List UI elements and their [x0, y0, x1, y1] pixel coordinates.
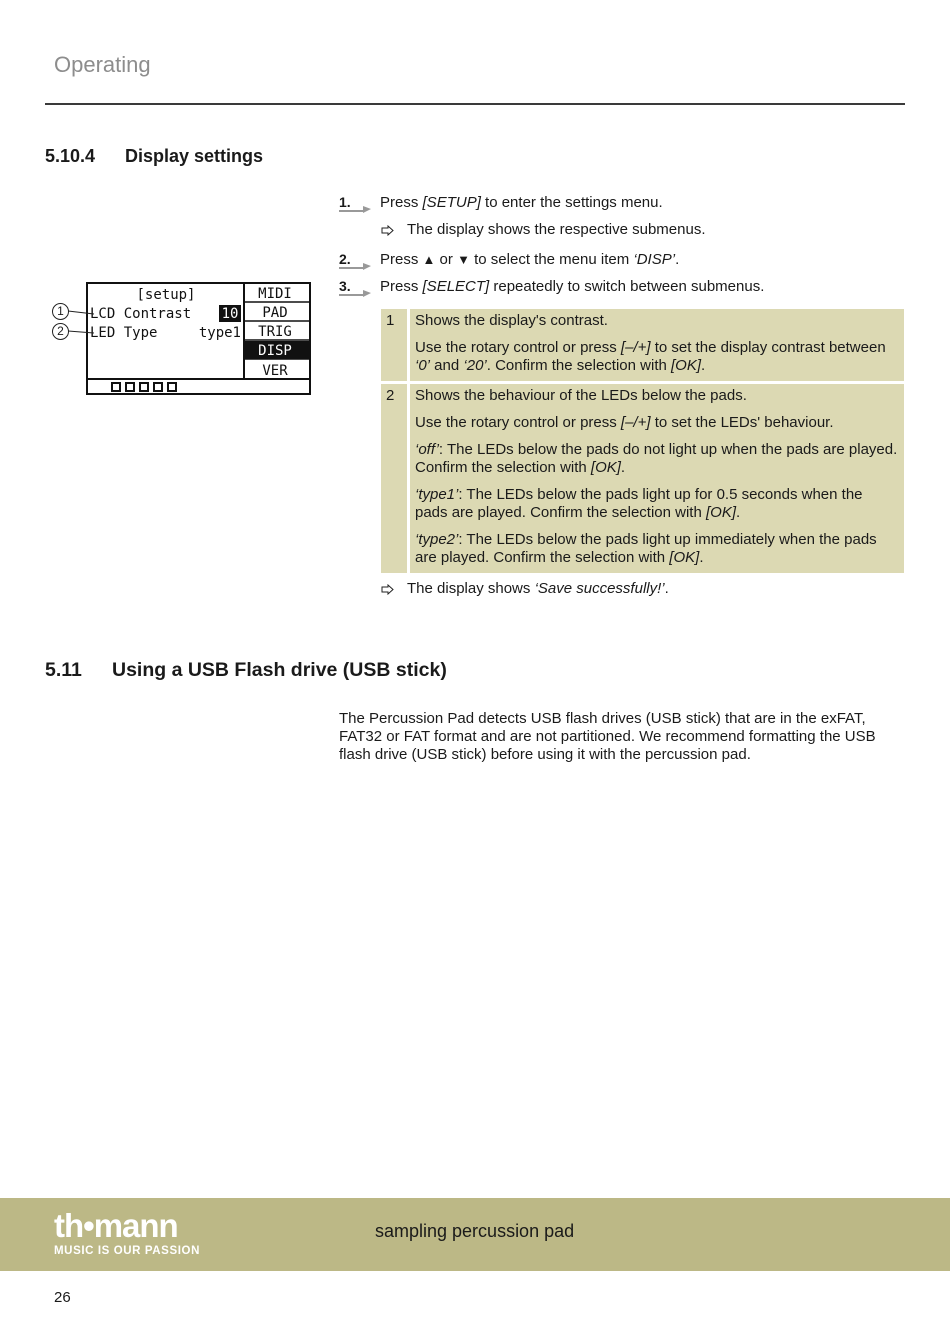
legend-table — [381, 309, 904, 576]
result-text: The display shows the respective submenus. — [407, 221, 706, 238]
lcd-menu-pad: PAD — [262, 305, 288, 321]
step-arrow-icon — [339, 283, 373, 297]
page-footer — [0, 1198, 950, 1271]
lcd-menu-disp: DISP — [258, 343, 292, 359]
footer-product-name: sampling percussion pad — [375, 1221, 575, 1241]
legend-row-2 — [381, 384, 904, 573]
legend-number: 2 — [381, 384, 407, 573]
section-heading-display-settings — [45, 146, 545, 170]
logo-tagline: MUSIC IS OUR PASSION — [54, 1245, 200, 1257]
lcd-title: [setup] — [136, 287, 196, 303]
page-header-title: Operating — [54, 52, 151, 77]
section-title: Using a USB Flash drive (USB stick) — [112, 659, 447, 681]
up-triangle-icon: ▲ — [422, 252, 436, 267]
lcd-row2-label: LED Type — [90, 325, 158, 341]
legend-number: 1 — [381, 309, 407, 381]
lcd-menu-midi: MIDI — [258, 286, 292, 302]
lcd-menu-trig: TRIG — [258, 324, 292, 340]
step-number: 2. — [339, 251, 351, 267]
down-triangle-icon: ▼ — [457, 252, 470, 267]
step-arrow-icon — [339, 199, 373, 213]
callout-marker-2: 2 — [52, 323, 69, 340]
lcd-menu-ver: VER — [262, 363, 288, 379]
thomann-logo — [54, 1208, 200, 1257]
usb-paragraph: The Percussion Pad detects USB flash drives (USB stick) that are in the exFAT, FAT32 or FAT format and are not partitioned. We recommend formatting the USB flash drive (USB stick) before using it with the percussion pad. — [339, 710, 876, 763]
lcd-display-illustration — [86, 282, 311, 395]
result-text: The display shows ‘Save successfully!’. — [407, 580, 669, 597]
lcd-row1-label: LCD Contrast — [90, 306, 192, 322]
header-rule — [45, 103, 905, 105]
lcd-row2-value: type1 — [198, 325, 241, 341]
step-text: Press [SETUP] to enter the settings menu. — [380, 194, 663, 211]
section-title: Display settings — [125, 146, 264, 166]
callout-marker-1: 1 — [52, 303, 69, 320]
step-number: 3. — [339, 278, 351, 294]
result-arrow-icon — [381, 584, 394, 595]
section-number: 5.10.4 — [45, 146, 96, 166]
result-arrow-icon — [381, 225, 394, 236]
logo-wordmark: th•mann — [54, 1207, 178, 1244]
section-number: 5.11 — [45, 659, 82, 681]
page-number: 26 — [54, 1289, 71, 1306]
section-heading-usb — [45, 659, 645, 685]
step-text: Press ▲ or ▼ to select the menu item ‘DISP’. — [380, 251, 680, 268]
step-number: 1. — [339, 194, 351, 210]
step-text: Press [SELECT] repeatedly to switch between submenus. — [380, 278, 765, 295]
lcd-row1-value: 10 — [221, 306, 239, 322]
legend-row-1 — [381, 309, 904, 381]
legend-body: Shows the display's contrast. Use the rotary control or press [–/+] to set the display contrast between ‘0’ and ‘20’. Confirm the selection with [OK]. — [410, 309, 904, 381]
step-arrow-icon — [339, 256, 373, 270]
legend-body: Shows the behaviour of the LEDs below the pads. Use the rotary control or press [–/+] to set the LEDs' behaviour. ‘off’: The LEDs below the pads do not light up when the pads are played. Confirm the selection with [OK]. ‘type1’: The LEDs below the pads light up for 0.5 seconds when the pads are played. Confirm the selection with [OK]. ‘type2’: The LEDs below the pads light up immediately when the pads are played. Confirm the selection with [OK]. — [410, 384, 904, 573]
